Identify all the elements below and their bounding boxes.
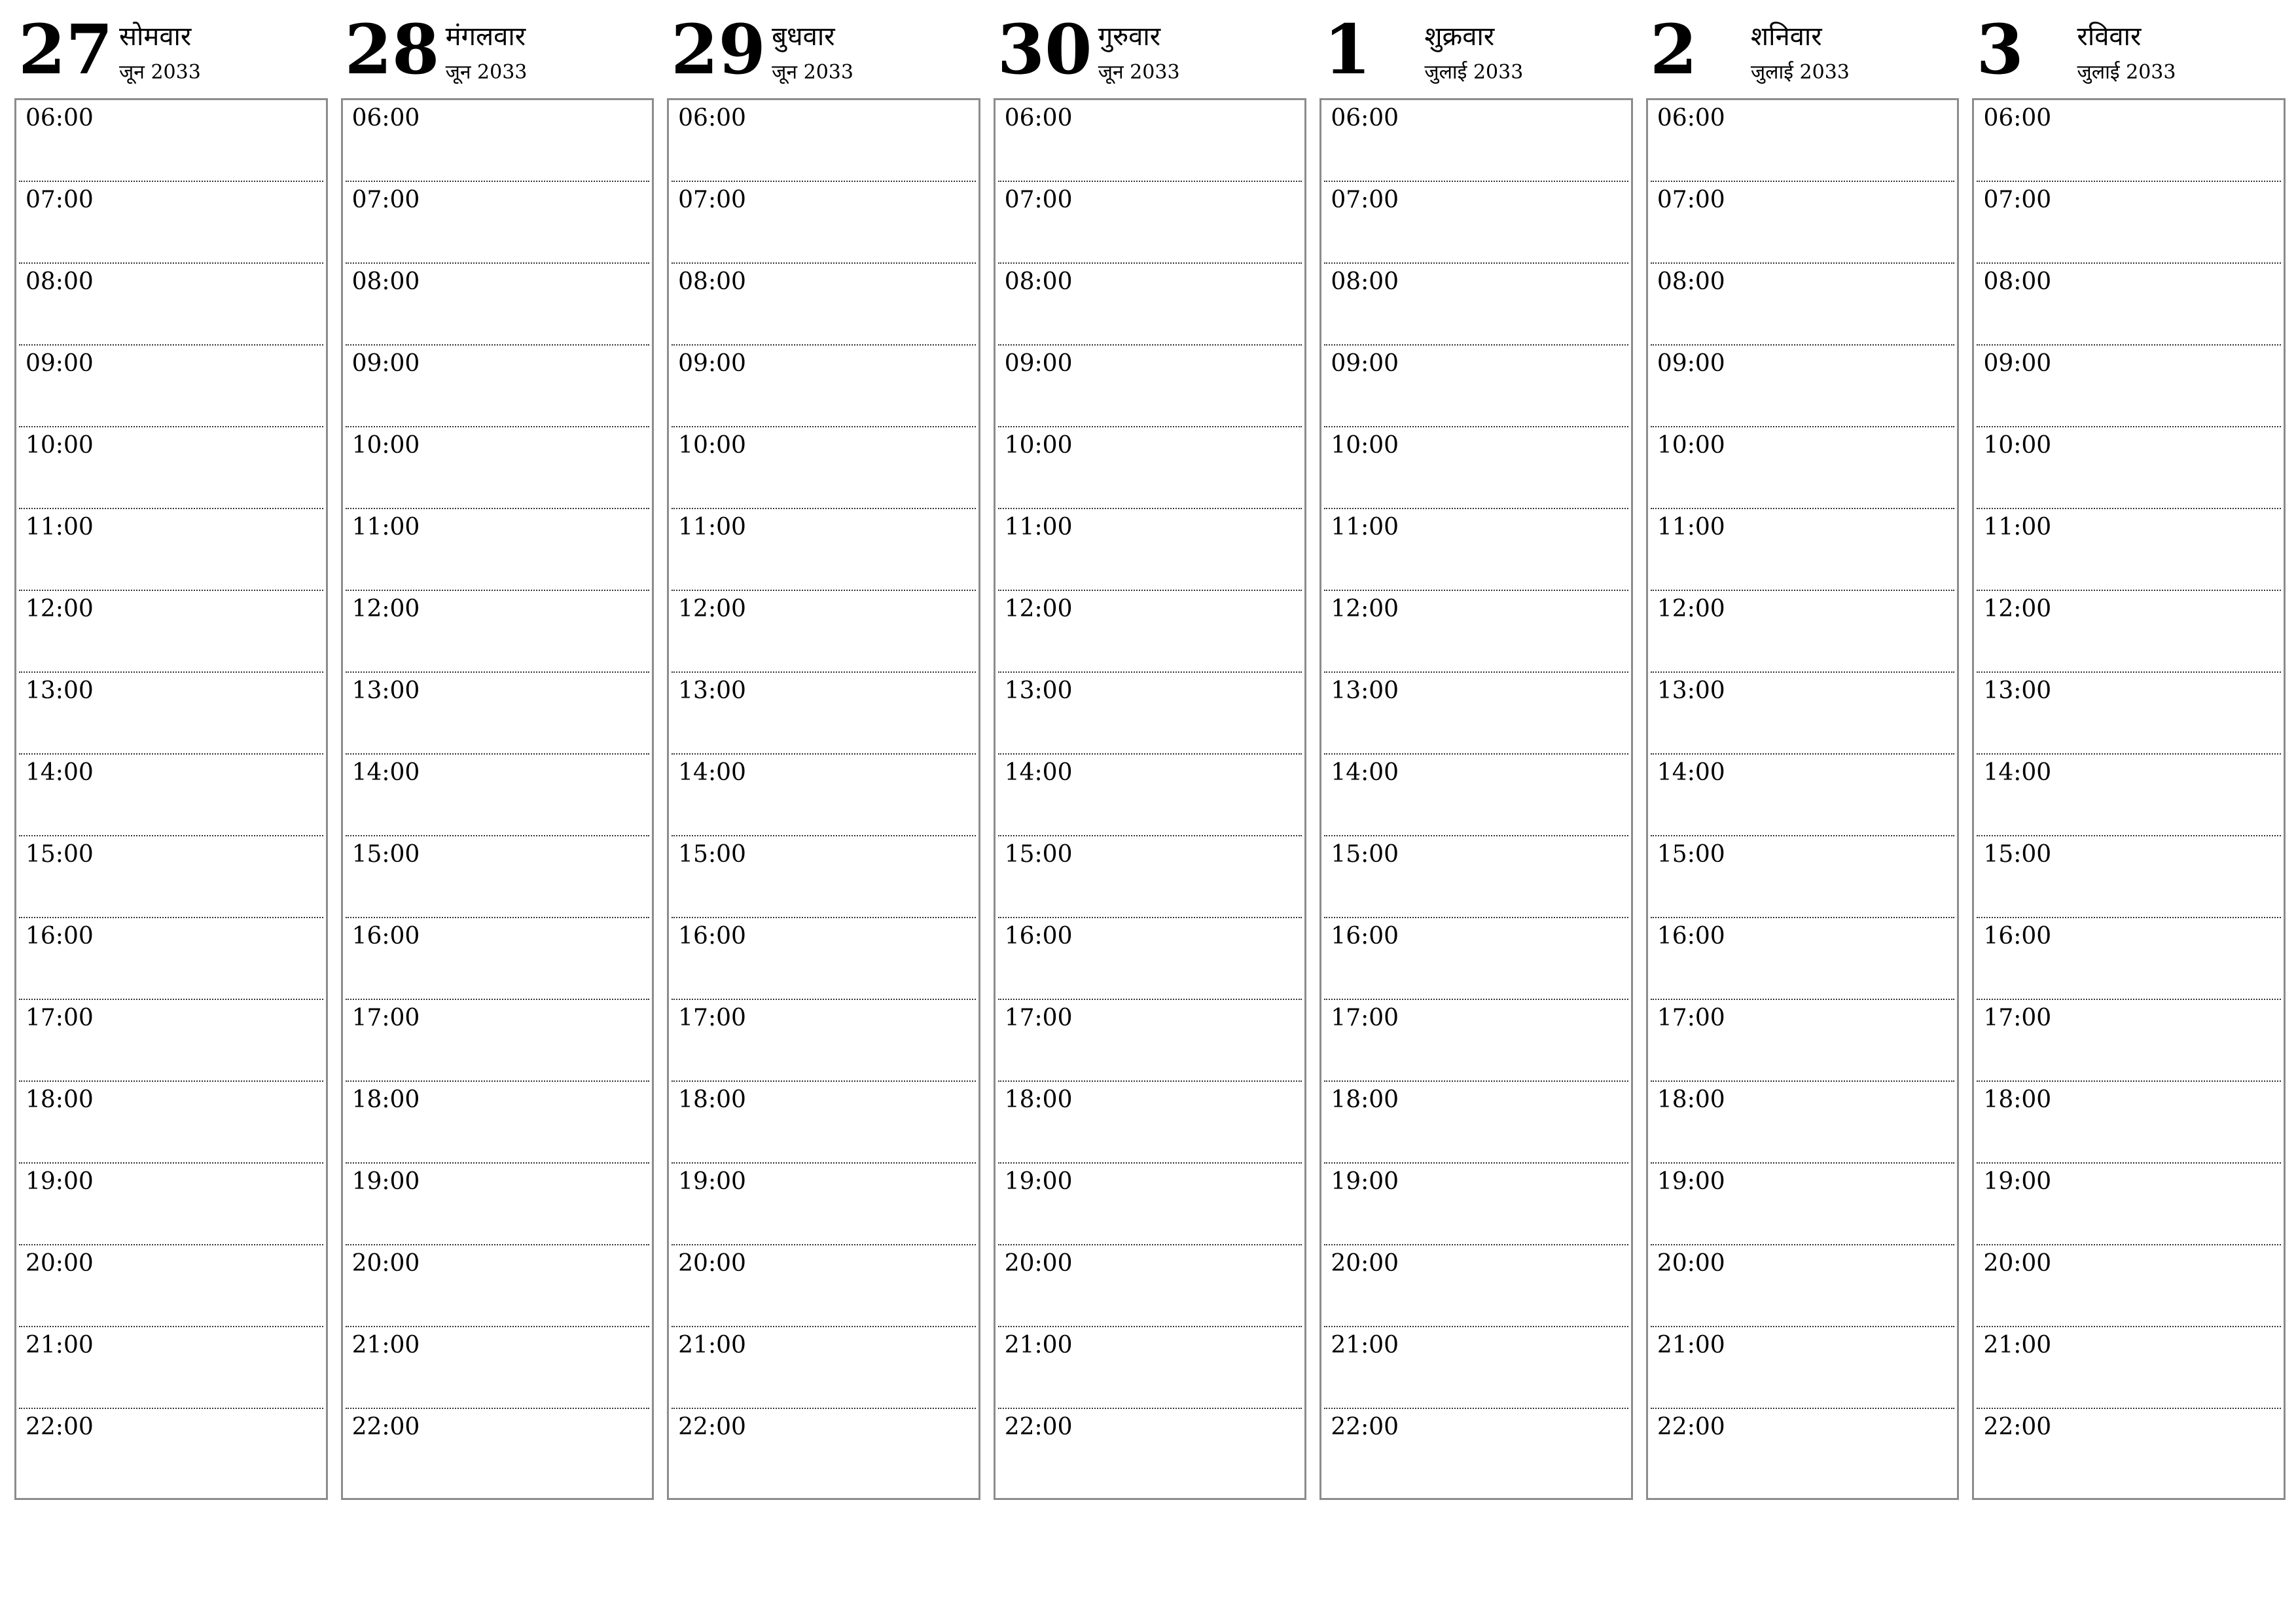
time-slot: 20:00 — [1651, 1245, 1955, 1327]
time-slot: 21:00 — [1651, 1327, 1955, 1409]
weekday-name: बुधवार — [772, 22, 835, 52]
time-slot: 18:00 — [1324, 1082, 1628, 1164]
time-slot: 17:00 — [1651, 1000, 1955, 1082]
time-slot: 18:00 — [19, 1082, 323, 1164]
time-slot: 22:00 — [26, 1414, 94, 1440]
time-slot: 13:00 — [346, 673, 650, 755]
time-slot: 15:00 — [998, 836, 1302, 918]
day-schedule-box — [994, 98, 1307, 1500]
time-slot: 21:00 — [1324, 1327, 1628, 1409]
time-slot: 19:00 — [1651, 1164, 1955, 1245]
day-number: 27 — [18, 9, 113, 90]
time-slot: 15:00 — [19, 836, 323, 918]
time-slot: 16:00 — [346, 918, 650, 1000]
weekly-planner — [14, 9, 2286, 1500]
day-header — [994, 9, 1307, 98]
time-slot: 14:00 — [672, 755, 976, 836]
day-header — [1319, 9, 1633, 98]
month-year: जून 2033 — [1098, 61, 1180, 84]
time-slot: 08:00 — [998, 264, 1302, 346]
month-year: जून 2033 — [772, 61, 853, 84]
time-slot: 16:00 — [1324, 918, 1628, 1000]
time-slot: 08:00 — [346, 264, 650, 346]
time-slot: 20:00 — [1977, 1245, 2281, 1327]
time-slot: 11:00 — [998, 509, 1302, 591]
time-slot: 15:00 — [1977, 836, 2281, 918]
time-slot: 17:00 — [19, 1000, 323, 1082]
time-slot: 11:00 — [19, 509, 323, 591]
day-header — [14, 9, 328, 98]
time-slot: 09:00 — [1651, 346, 1955, 427]
time-slot: 20:00 — [998, 1245, 1302, 1327]
time-slot: 19:00 — [346, 1164, 650, 1245]
time-slot: 14:00 — [346, 755, 650, 836]
time-slot: 07:00 — [672, 182, 976, 264]
time-slot: 18:00 — [1651, 1082, 1955, 1164]
time-slot: 22:00 — [1004, 1414, 1073, 1440]
time-slot: 18:00 — [346, 1082, 650, 1164]
time-slot: 16:00 — [1977, 918, 2281, 1000]
time-slot: 08:00 — [1977, 264, 2281, 346]
time-slot: 17:00 — [672, 1000, 976, 1082]
time-slot: 08:00 — [19, 264, 323, 346]
time-slot: 17:00 — [1324, 1000, 1628, 1082]
day-header — [1972, 9, 2286, 98]
time-slot: 21:00 — [672, 1327, 976, 1409]
day-column — [341, 9, 655, 1500]
time-slot: 18:00 — [1977, 1082, 2281, 1164]
time-slot: 14:00 — [1651, 755, 1955, 836]
time-slot: 21:00 — [19, 1327, 323, 1409]
time-slot: 11:00 — [1977, 509, 2281, 591]
time-slot: 06:00 — [1977, 100, 2281, 182]
weekday-name: रविवार — [2077, 22, 2142, 52]
weekday-name: गुरुवार — [1098, 22, 1161, 52]
time-slot: 10:00 — [1651, 427, 1955, 509]
time-slot: 22:00 — [1331, 1414, 1399, 1440]
time-slot: 12:00 — [19, 591, 323, 673]
time-slot: 07:00 — [1324, 182, 1628, 264]
month-year: जुलाई 2033 — [1750, 61, 1850, 84]
time-slot: 11:00 — [672, 509, 976, 591]
time-slot: 19:00 — [998, 1164, 1302, 1245]
day-number: 1 — [1323, 9, 1371, 90]
time-slot: 18:00 — [672, 1082, 976, 1164]
month-year: जुलाई 2033 — [2077, 61, 2176, 84]
time-slot: 07:00 — [346, 182, 650, 264]
time-slot: 09:00 — [346, 346, 650, 427]
time-slot: 17:00 — [1977, 1000, 2281, 1082]
time-slot: 15:00 — [672, 836, 976, 918]
time-slot: 10:00 — [346, 427, 650, 509]
time-slot: 16:00 — [672, 918, 976, 1000]
time-slot: 19:00 — [672, 1164, 976, 1245]
day-number: 2 — [1649, 9, 1698, 90]
time-slot: 13:00 — [19, 673, 323, 755]
day-header — [1646, 9, 1960, 98]
day-number: 28 — [344, 9, 440, 90]
time-slot: 06:00 — [998, 100, 1302, 182]
time-slot: 07:00 — [1651, 182, 1955, 264]
time-slot: 20:00 — [346, 1245, 650, 1327]
day-column — [14, 9, 328, 1500]
time-slot: 15:00 — [1651, 836, 1955, 918]
time-slot: 08:00 — [1651, 264, 1955, 346]
time-slot: 09:00 — [672, 346, 976, 427]
day-schedule-box — [1319, 98, 1633, 1500]
time-slot: 13:00 — [1651, 673, 1955, 755]
time-slot: 17:00 — [346, 1000, 650, 1082]
time-slot: 13:00 — [672, 673, 976, 755]
time-slot: 06:00 — [346, 100, 650, 182]
day-schedule-box — [14, 98, 328, 1500]
time-slot: 16:00 — [19, 918, 323, 1000]
day-column — [1972, 9, 2286, 1500]
time-slot: 10:00 — [1977, 427, 2281, 509]
time-slot: 22:00 — [678, 1414, 746, 1440]
time-slot: 22:00 — [351, 1414, 420, 1440]
time-slot: 12:00 — [1324, 591, 1628, 673]
time-slot: 20:00 — [1324, 1245, 1628, 1327]
day-header — [667, 9, 980, 98]
time-slot: 14:00 — [19, 755, 323, 836]
time-slot: 12:00 — [1651, 591, 1955, 673]
time-slot: 18:00 — [998, 1082, 1302, 1164]
month-year: जून 2033 — [445, 61, 528, 84]
time-slot: 19:00 — [1324, 1164, 1628, 1245]
day-schedule-box — [1646, 98, 1960, 1500]
day-schedule-box — [341, 98, 655, 1500]
time-slot: 10:00 — [19, 427, 323, 509]
time-slot: 09:00 — [19, 346, 323, 427]
time-slot: 07:00 — [19, 182, 323, 264]
time-slot: 22:00 — [1657, 1414, 1725, 1440]
weekday-name: सोमवार — [119, 22, 192, 52]
time-slot: 07:00 — [1977, 182, 2281, 264]
time-slot: 19:00 — [1977, 1164, 2281, 1245]
time-slot: 21:00 — [998, 1327, 1302, 1409]
time-slot: 06:00 — [19, 100, 323, 182]
time-slot: 20:00 — [19, 1245, 323, 1327]
day-number: 29 — [671, 9, 766, 90]
time-slot: 06:00 — [1324, 100, 1628, 182]
time-slot: 16:00 — [998, 918, 1302, 1000]
time-slot: 06:00 — [1651, 100, 1955, 182]
time-slot: 12:00 — [672, 591, 976, 673]
time-slot: 14:00 — [998, 755, 1302, 836]
time-slot: 14:00 — [1324, 755, 1628, 836]
time-slot: 15:00 — [1324, 836, 1628, 918]
day-schedule-box — [667, 98, 980, 1500]
time-slot: 14:00 — [1977, 755, 2281, 836]
day-schedule-box — [1972, 98, 2286, 1500]
day-column — [1646, 9, 1960, 1500]
time-slot: 13:00 — [1324, 673, 1628, 755]
time-slot: 12:00 — [998, 591, 1302, 673]
time-slot: 21:00 — [346, 1327, 650, 1409]
day-column — [994, 9, 1307, 1500]
time-slot: 12:00 — [1977, 591, 2281, 673]
time-slot: 10:00 — [1324, 427, 1628, 509]
weekday-name: मंगलवार — [445, 22, 526, 52]
day-header — [341, 9, 655, 98]
day-column — [1319, 9, 1633, 1500]
time-slot: 11:00 — [1324, 509, 1628, 591]
time-slot: 19:00 — [19, 1164, 323, 1245]
time-slot: 17:00 — [998, 1000, 1302, 1082]
time-slot: 22:00 — [1983, 1414, 2052, 1440]
time-slot: 08:00 — [672, 264, 976, 346]
time-slot: 21:00 — [1977, 1327, 2281, 1409]
day-number: 3 — [1976, 9, 2024, 90]
time-slot: 20:00 — [672, 1245, 976, 1327]
time-slot: 07:00 — [998, 182, 1302, 264]
month-year: जुलाई 2033 — [1424, 61, 1524, 84]
day-number: 30 — [997, 9, 1092, 90]
time-slot: 16:00 — [1651, 918, 1955, 1000]
time-slot: 15:00 — [346, 836, 650, 918]
time-slot: 09:00 — [998, 346, 1302, 427]
weekday-name: शुक्रवार — [1424, 22, 1495, 52]
time-slot: 06:00 — [672, 100, 976, 182]
time-slot: 08:00 — [1324, 264, 1628, 346]
time-slot: 13:00 — [998, 673, 1302, 755]
weekday-name: शनिवार — [1750, 22, 1822, 52]
time-slot: 09:00 — [1977, 346, 2281, 427]
month-year: जून 2033 — [119, 61, 201, 84]
time-slot: 12:00 — [346, 591, 650, 673]
day-column — [667, 9, 980, 1500]
time-slot: 11:00 — [346, 509, 650, 591]
time-slot: 10:00 — [672, 427, 976, 509]
time-slot: 09:00 — [1324, 346, 1628, 427]
time-slot: 13:00 — [1977, 673, 2281, 755]
time-slot: 11:00 — [1651, 509, 1955, 591]
time-slot: 10:00 — [998, 427, 1302, 509]
